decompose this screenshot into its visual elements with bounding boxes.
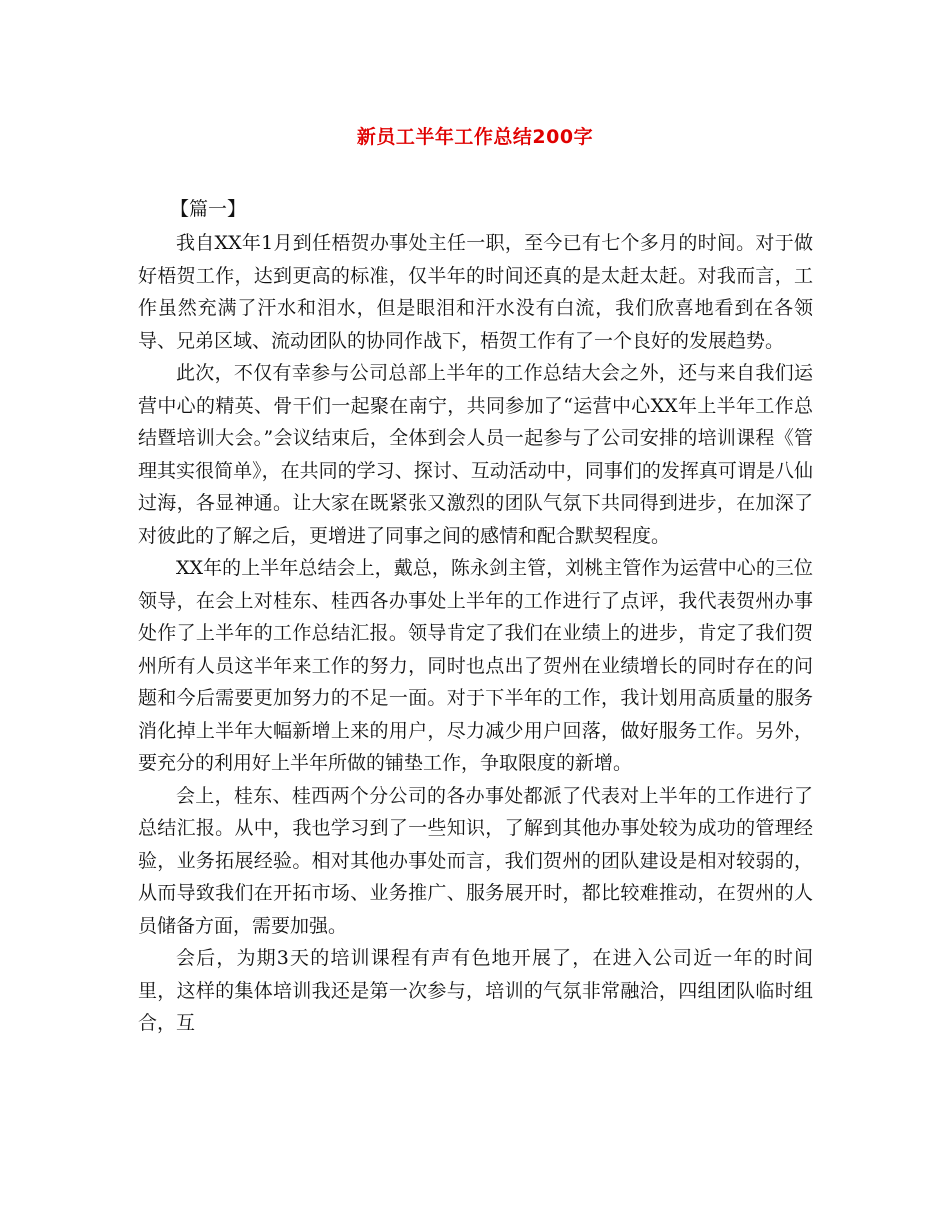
paragraph: 我自XX年1月到任梧贺办事处主任一职，至今已有七个多月的时间。对于做好梧贺工作，达到更高的标准，仅半年的时间还真的是太赶太赶。对我而言，工作虽然充满了汗水和泪水，但是眼泪和汗水没有白流，我们欣喜地看到在各领导、兄弟区域、流动团队的协同作战下，梧贺工作有了一个良好的发展趋势。 — [138, 232, 813, 352]
paragraph: 会上，桂东、桂西两个分公司的各办事处都派了代表对上半年的工作进行了总结汇报。从中，我也学习到了一些知识，了解到其他办事处较为成功的管理经验，业务拓展经验。相对其他办事处而言，我们贺州的团队建设是相对较弱的，从而导致我们在开拓市场、业务推广、服务展开时，都比较难推动，在贺州的人员储备方面，需要加强。 — [138, 784, 813, 937]
paragraph: XX年的上半年总结会上，戴总，陈永剑主管，刘桃主管作为运营中心的三位领导，在会上对桂东、桂西各办事处上半年的工作进行了点评，我代表贺州办事处作了上半年的工作总结汇报。领导肯定了我们在业绩上的进步，肯定了我们贺州所有人员这半年来工作的努力，同时也点出了贺州在业绩增长的同时存在的问题和今后需要更加努力的不足一面。对于下半年的工作，我计划用高质量的服务消化掉上半年大幅新增上来的用户，尽力减少用户回落，做好服务工作。另外，要充分的利用好上半年所做的铺垫工作，争取限度的新增。 — [138, 557, 813, 774]
document-body — [138, 227, 813, 1040]
paragraph: 此次，不仅有幸参与公司总部上半年的工作总结大会之外，还与来自我们运营中心的精英、骨干们一起聚在南宁，共同参加了“运营中心XX年上半年工作总结暨培训大会。”会议结束后，全体到会人员一起参与了公司安排的培训课程《管理其实很简单》，在共同的学习、探讨、互动活动中，同事们的发挥真可谓是八仙过海，各显神通。让大家在既紧张又激烈的团队气氛下共同得到进步，在加深了对彼此的了解之后，更增进了同事之间的感情和配合默契程度。 — [138, 362, 813, 547]
paragraph: 会后，为期3天的培训课程有声有色地开展了，在进入公司近一年的时间里，这样的集体培训我还是第一次参与，培训的气氛非常融洽，四组团队临时组合，互 — [138, 947, 813, 1034]
document-title: 新员工半年工作总结200字 — [356, 126, 594, 148]
section-heading: 【篇一】 — [170, 198, 247, 220]
